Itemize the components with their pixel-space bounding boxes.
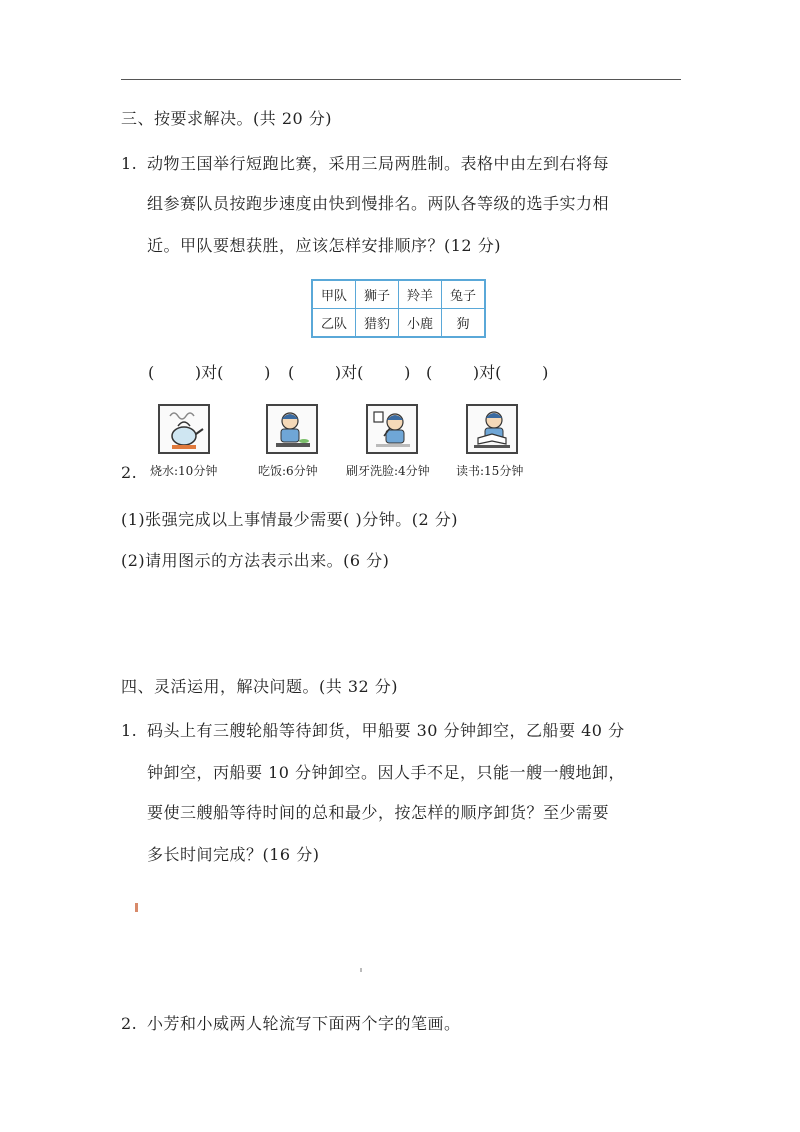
question-3-2-number: 2.: [121, 463, 138, 482]
answer-blank-pair-3[interactable]: ( )对( ): [426, 363, 549, 382]
activity-caption: 烧水:10分钟: [150, 464, 218, 478]
question-3-1-line-2: 组参赛队员按跑步速度由快到慢排名。两队各等级的选手实力相: [147, 194, 610, 213]
team-ranking-table: [311, 279, 486, 338]
section-3-heading: 三、按要求解决。(共 20 分): [121, 109, 333, 128]
scan-speck: [360, 968, 362, 972]
question-number: 2.: [121, 1014, 138, 1033]
washing-boy-icon: [366, 404, 418, 454]
question-4-1-line-4: 多长时间完成？(16 分): [147, 845, 320, 864]
scan-speck: [135, 903, 138, 912]
question-3-2-sub-1: (1)张强完成以上事情最少需要( )分钟。(2 分): [121, 510, 458, 529]
reading-boy-icon: [466, 404, 518, 454]
table-row: [312, 309, 485, 338]
table-row: [312, 280, 485, 309]
question-3-2-sub-2: (2)请用图示的方法表示出来。(6 分): [121, 551, 390, 570]
question-4-1-line-2: 钟卸空，丙船要 10 分钟卸空。因人手不足，只能一艘一艘地卸，: [147, 763, 626, 782]
kettle-icon: [158, 404, 210, 454]
question-3-1-line-3: 近。甲队要想获胜，应该怎样安排顺序？(12 分): [147, 236, 501, 255]
eating-boy-icon: [266, 404, 318, 454]
answer-blank-pair-1[interactable]: ( )对( ): [148, 363, 271, 382]
section-4-heading: 四、灵活运用，解决问题。(共 32 分): [121, 677, 399, 696]
table-cell: 羚羊: [399, 280, 442, 309]
question-4-1-line-1: 1. 码头上有三艘轮船等待卸货，甲船要 30 分钟卸空，乙船要 40 分: [121, 721, 625, 740]
activity-caption: 吃饭:6分钟: [258, 464, 318, 478]
activity-caption: 刷牙洗脸:4分钟: [346, 464, 430, 478]
table-cell: 小鹿: [399, 309, 442, 338]
table-cell: 狗: [442, 309, 486, 338]
answer-blank-pair-2[interactable]: ( )对( ): [288, 363, 411, 382]
table-cell: 狮子: [356, 280, 399, 309]
activity-caption: 读书:15分钟: [456, 464, 524, 478]
table-cell: 甲队: [312, 280, 356, 309]
table-cell: 兔子: [442, 280, 486, 309]
table-cell: 猎豹: [356, 309, 399, 338]
table-cell: 乙队: [312, 309, 356, 338]
question-4-1-line-3: 要使三艘船等待时间的总和最少，按怎样的顺序卸货？至少需要: [147, 803, 610, 822]
question-number: 1.: [121, 154, 138, 173]
question-3-1-line-1: 1. 动物王国举行短跑比赛，采用三局两胜制。表格中由左到右将每: [121, 154, 610, 173]
question-4-2-line: 2. 小芳和小威两人轮流写下面两个字的笔画。: [121, 1014, 461, 1033]
top-divider: [121, 79, 681, 80]
question-number: 1.: [121, 721, 138, 740]
